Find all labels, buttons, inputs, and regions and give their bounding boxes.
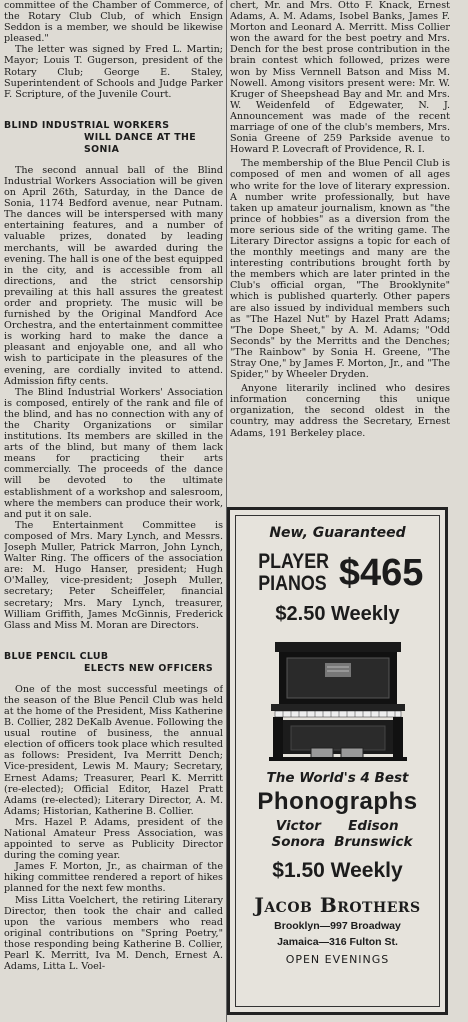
ad-piano-weekly: $2.50 Weekly [275, 603, 400, 625]
ad-brand-list [263, 818, 413, 850]
article2-paragraph: Miss Litta Voelchert, the retiring Literary Director, then took the chair and called upon the various members who read original contributions on "Spring Poetry," those responding being Katherine B. Collier, Pearl K. Merritt, Iva M. Dench, Ernest A. Adams, Litta L. Voel- [4, 894, 223, 973]
article2-paragraph: Mrs. Hazel P. Adams, president of the National Amateur Press Association, was appointed to serve as Publicity Director during the coming year. [4, 816, 223, 862]
article1-paragraph: The Blind Industrial Workers' Association is composed, entirely of the rank and file of the blind, and has no connection with any of the Charity Organizations or similar institutions. Its members are skilled in the arts of the blind, but many of them lack means for practicing their arts commercially. The proceeds of the dance will be devoted to the ultimate establishment of a workshop and salesroom, where the members can produce their work, and put it on sale. [4, 386, 223, 520]
ad-brand: Victor [275, 818, 321, 834]
ad-price: $465 [338, 551, 424, 594]
ad-brand: Brunswick [334, 834, 413, 850]
article2-paragraph: James F. Morton, Jr., as chairman of the hiking committee rendered a report of hikes planned for the next few months. [4, 861, 223, 895]
ad-inner-border [235, 515, 440, 1007]
left-column [4, 0, 223, 1022]
ad-brand: Edison [348, 818, 399, 834]
ad-product-line1: PLAYER [257, 550, 329, 573]
ad-product-line2: PIANOS [257, 572, 327, 595]
right-paragraph: Anyone literarily inclined who desires information concerning this unique organization, the second oldest in the country, may address the Secretary, Ernest Adams, 191 Berkeley place. [230, 383, 450, 439]
article1-headline-line2: WILL DANCE AT THE SONIA [84, 131, 197, 155]
article1-paragraph: The Entertainment Committee is composed of Mrs. Mary Lynch, and Messrs. Joseph Muller, Patrick Marron, John Lynch, Walter Ring. The officers of the association are: M. Hugo Hanser, president; Hugh O'Malley, vice-president; Joseph Muller, secretary; Peter Scheiffeler, financial secretary; Mrs. Mary Lynch, treasurer, William Griffith, James McGinnis, Frederick Glass and Miss M. Moran are Directors. [4, 519, 223, 631]
ad-phonograph-weekly: $1.50 Weekly [272, 859, 403, 882]
article1-headline-line1: BLIND INDUSTRIAL WORKERS [4, 119, 170, 131]
article2-headline-line1: BLUE PENCIL CLUB [4, 650, 109, 662]
ad-address-brooklyn: Brooklyn—997 Broadway [274, 920, 401, 932]
intro-paragraph-1: committee of the Chamber of Commerce, of the Rotary Club Club, of which Ensign Seddon is a member, we should be likewise pleased." [4, 0, 223, 45]
continued-paragraph: chert, Mr. and Mrs. Otto F. Knack, Ernest Adams, A. M. Adams, Isobel Banks, James F. Morton and Leonard A. Merritt. Miss Collier won the award for the best poetry and Mrs. Dench for the best prose contribution in the brain contest which followed, prizes were won by Miss Vernnell Batson and Miss M. Nowell. Among visitors present were: Mr. W. Kruger of Sheepshead Bay and Mr. and Mrs. W. Weidenfeld of Edgewater, N. J. Announcement was made of the recent marriage of one of the club's members, Mrs. Sonia Greene of 259 Parkside avenue to Howard P. Lovecraft of Providence, R. I. [230, 0, 450, 156]
ad-product-row [236, 551, 439, 595]
advertisement [227, 507, 448, 1015]
player-piano-illustration [263, 634, 413, 764]
article2-headline-line2: ELECTS NEW OFFICERS [84, 662, 214, 674]
ad-product-name [258, 551, 329, 595]
ad-tagline: New, Guaranteed [269, 525, 406, 541]
ad-hours: OPEN EVENINGS [285, 953, 390, 966]
ad-company-logo: Jacob Brothers [254, 893, 421, 917]
ad-phonographs: Phonographs [257, 788, 418, 815]
right-paragraph: The membership of the Blue Pencil Club is composed of men and women of all ages who write for the love of literary expression. A number write professionally, but have taken up amateur journalism, known as "the prince of hobbies" as a diversion from the more serious side of the writing game. The Literary Director assigns a topic for each of the monthly meetings and many are the interesting contributions brought forth by the members which are later printed in the Club's official organ, "The Brooklynite" which is published quarterly. Other papers are also issued by individual members such as "The Hazel Nut" by Hazel Pratt Adams; "The Dope Sheet," by A. M. Adams; "Odd Seconds" by the Merritts and the Denches; "The Rainbow" by Sonia H. Greene, "The Stray One," by James F. Morton, Jr., and "The Spider," by Wheeler Dryden. [230, 158, 450, 381]
ad-address-jamaica: Jamaica—316 Fulton St. [277, 936, 398, 948]
article2-paragraph: One of the most successful meetings of the season of the Blue Pencil Club was held at the home of the President, Miss Katherine B. Collier, 282 DeKalb Avenue. Following the usual routine of business, the annual election of officers took place which resulted as follows: President, Iva Merritt Dench; Vice-president, Lewis M. Maury; Secretary, Ernest Adams; Treasurer, Pearl K. Merritt (re-elected); Official Editor, Hazel Pratt Adams (re-elected); Literary Director, A. M. Adams; Historian, Katherine B. Collier. [4, 683, 223, 817]
right-column [230, 0, 450, 502]
ad-brand: Sonora [271, 834, 326, 850]
intro-paragraph-2: The letter was signed by Fred L. Martin; Mayor; Louis T. Gugerson, president of the Rotary Club; George E. Staley, Superintendent of Schools and Judge Parker F. Scripture, of the Juvenile Court. [4, 44, 223, 100]
ad-tagline-2: The World's 4 Best [266, 770, 409, 786]
article1-paragraph: The second annual ball of the Blind Industrial Workers Association will be given on April 26th, Saturday, in the Dance de Sonia, 1174 Bedford avenue, near Putnam. The dances will be interspersed with many entertaining features, and a number of valuable prizes, donated by leading merchants, will be awarded during the evening. The hall is one of the best equipped in the city, and is accessible from all directions, and the strict censorship prevailing at this hall assures the greatest order and propriety. The music will be furnished by the Original Mandford Ace Orchestra, and the entertainment committee is working hard to make the dance a pleasant and enjoyable one, and all who wish to participate in the pleasures of the evening, are cordially invited to attend. Admission fifty cents. [4, 164, 223, 387]
